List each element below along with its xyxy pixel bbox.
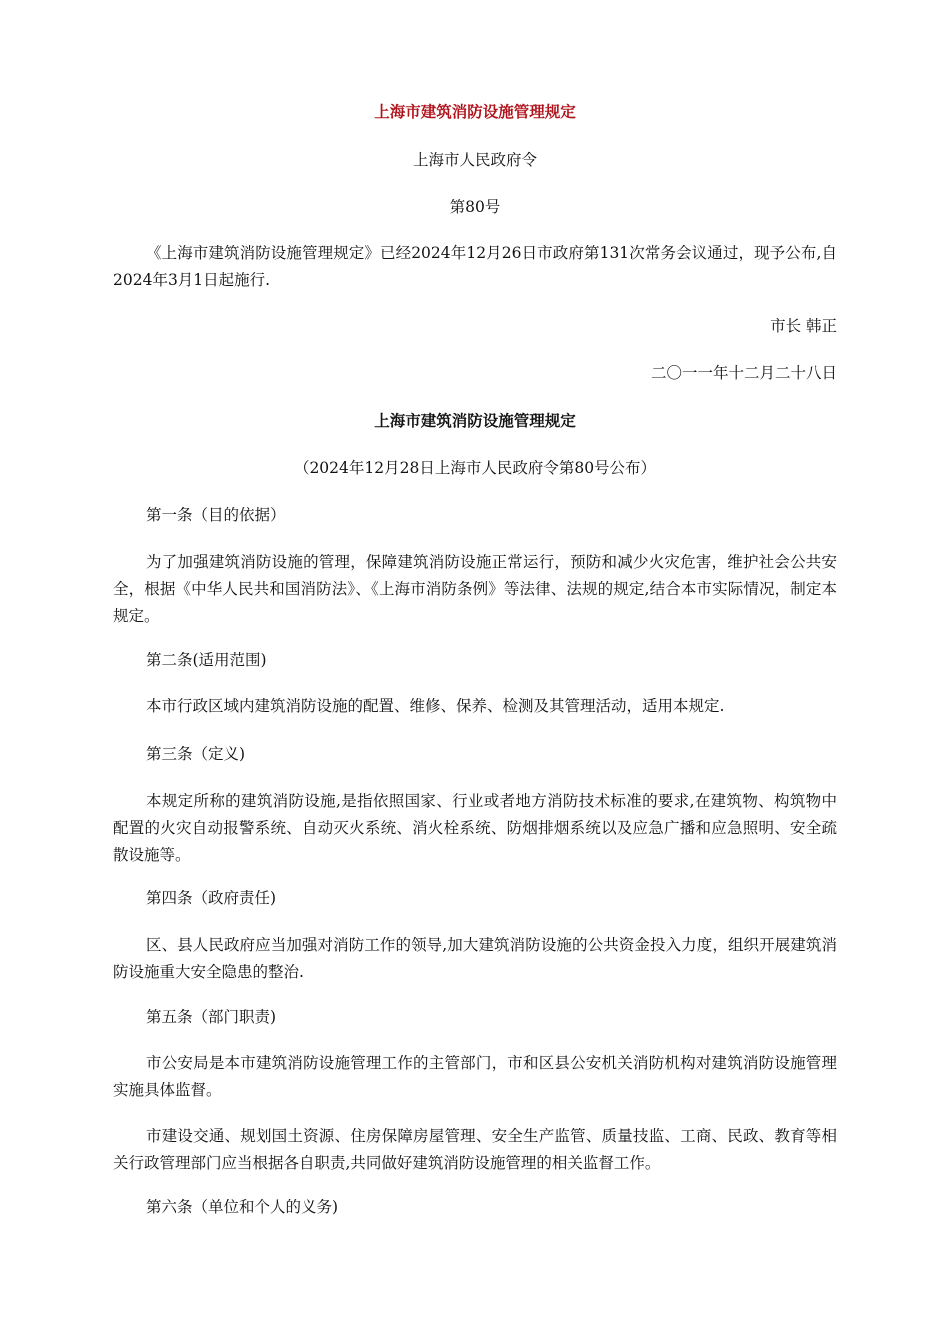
article-5-paragraph-2: 市建设交通、规划国土资源、住房保障房屋管理、安全生产监管、质量技监、工商、民政、教育等相关行政管理部门应当根据各自职责,共同做好建筑消防设施管理的相关监督工作。 — [113, 1127, 837, 1172]
announcement-paragraph: 《上海市建筑消防设施管理规定》已经2024年12月26日市政府第131次常务会议通过，现予公布,自2024年3月1日起施行. — [113, 244, 837, 289]
signature: 市长 韩正 — [770, 317, 837, 335]
regulation-subtitle: （2024年12月28日上海市人民政府令第80号公布） — [293, 459, 657, 477]
article-2-heading: 第二条(适用范围) — [146, 651, 267, 669]
article-6-heading: 第六条（单位和个人的义务) — [146, 1198, 339, 1216]
article-3-heading: 第三条（定义) — [146, 745, 246, 763]
article-3-paragraph: 本规定所称的建筑消防设施,是指依照国家、行业或者地方消防技术标准的要求,在建筑物、构筑物中配置的火灾自动报警系统、自动灭火系统、消火栓系统、防烟排烟系统以及应急广播和应急照明、安全疏散设施等。 — [113, 792, 837, 864]
article-4-heading: 第四条（政府责任) — [146, 889, 277, 907]
main-title: 上海市建筑消防设施管理规定 — [374, 102, 576, 121]
article-2-paragraph: 本市行政区域内建筑消防设施的配置、维修、保养、检测及其管理活动，适用本规定. — [146, 697, 725, 715]
regulation-title: 上海市建筑消防设施管理规定 — [374, 411, 576, 430]
issuer: 上海市人民政府令 — [412, 151, 537, 169]
article-4-paragraph: 区、县人民政府应当加强对消防工作的领导,加大建筑消防设施的公共资金投入力度，组织开展建筑消防设施重大安全隐患的整治. — [113, 936, 837, 981]
order-number: 第80号 — [449, 198, 501, 216]
article-5-paragraph-1: 市公安局是本市建筑消防设施管理工作的主管部门，市和区县公安机关消防机构对建筑消防设施管理实施具体监督。 — [113, 1054, 837, 1099]
article-1-heading: 第一条（目的依据） — [146, 506, 286, 524]
article-5-heading: 第五条（部门职责) — [146, 1008, 277, 1026]
article-1-paragraph: 为了加强建筑消防设施的管理，保障建筑消防设施正常运行，预防和减少火灾危害，维护社会公共安全，根据《中华人民共和国消防法》、《上海市消防条例》等法律、法规的规定,结合本市实际情况，制定本规定。 — [113, 553, 837, 625]
sign-date: 二〇一一年十二月二十八日 — [650, 364, 837, 382]
